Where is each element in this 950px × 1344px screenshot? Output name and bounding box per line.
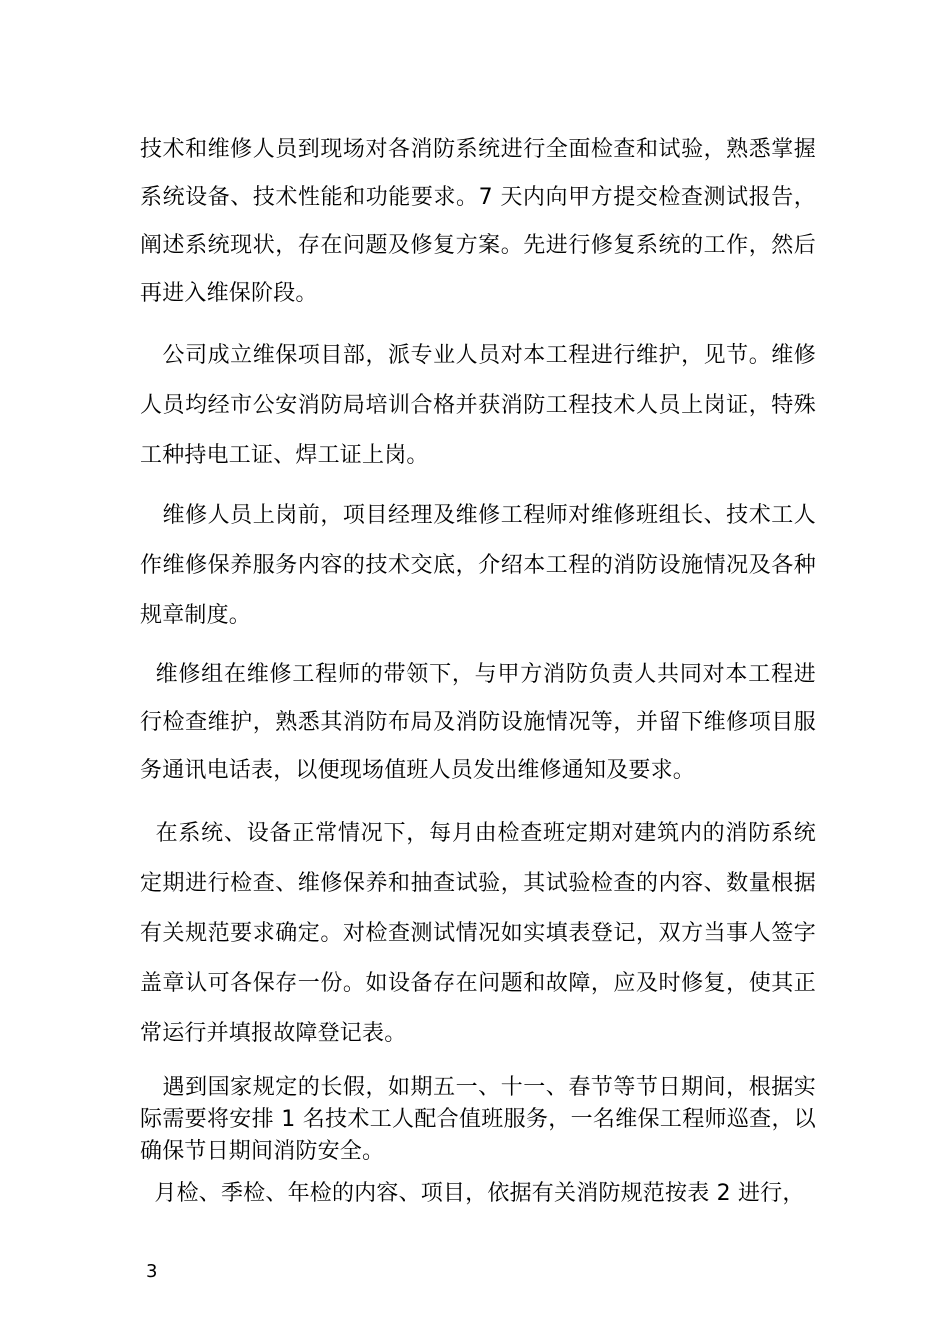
paragraph-holiday-duty: 遇到国家规定的长假，如期五一、十一、春节等节日期间，根据实际需要将安排 1 名技术工人配合值班服务，一名维保工程师巡查，以确保节日期间消防安全。 (140, 1075, 816, 1164)
paragraph-monthly-inspection: 在系统、设备正常情况下，每月由检查班定期对建筑内的消防系统定期进行检查、维修保养和抽查试验，其试验检查的内容、数量根据有关规范要求确定。对检查测试情况如实填表登记，双方当事人签字盖章认可各保存一份。如设备存在问题和故障，应及时修复，使其正常运行并填报故障登记表。 (140, 821, 816, 1046)
paragraph-periodic-checks: 月检、季检、年检的内容、项目，依据有关消防规范按表 2 进行， (140, 1181, 805, 1206)
paragraph-system-inspection: 技术和维修人员到现场对各消防系统进行全面检查和试验，熟悉掌握系统设备、技术性能和功能要求。7 天内向甲方提交检查测试报告，阐述系统现状，存在问题及修复方案。先进行修复系统的工作，然后再进入维保阶段。 (140, 137, 816, 306)
paragraph-joint-inspection: 维修组在维修工程师的带领下，与甲方消防负责人共同对本工程进行检查维护，熟悉其消防布局及消防设施情况等，并留下维修项目服务通讯电话表，以便现场值班人员发出维修通知及要求。 (140, 662, 816, 783)
paragraph-maintenance-department: 公司成立维保项目部，派专业人员对本工程进行维护，见节。维修人员均经市公安消防局培训合格并获消防工程技术人员上岗证，特殊工种持电工证、焊工证上岗。 (140, 343, 816, 468)
paragraph-technical-briefing: 维修人员上岗前，项目经理及维修工程师对维修班组长、技术工人作维修保养服务内容的技术交底，介绍本工程的消防设施情况及各种规章制度。 (140, 503, 816, 628)
page-number: 3 (146, 1261, 158, 1282)
